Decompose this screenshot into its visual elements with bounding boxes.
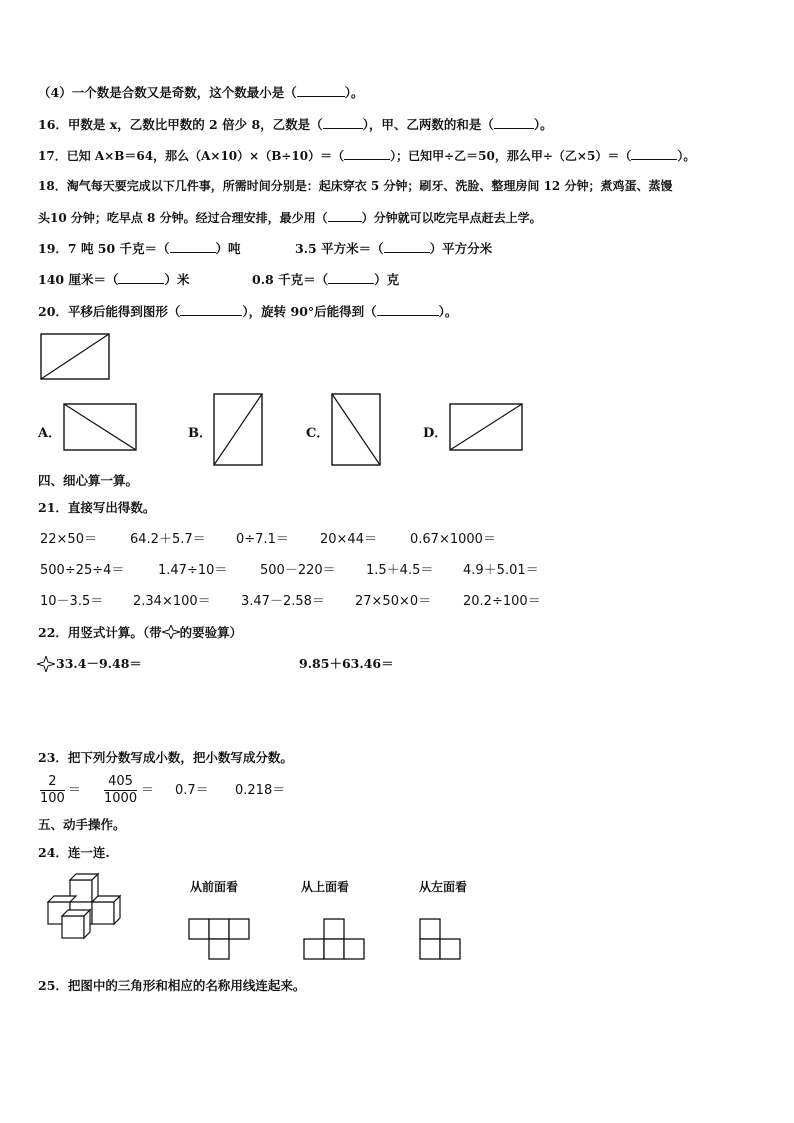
q19-blank-b[interactable] xyxy=(384,240,430,253)
option-d-label[interactable]: D． xyxy=(423,426,448,441)
q21-item: 22×50＝ xyxy=(40,532,97,547)
q18-line1: 18．淘气每天要完成以下几件事，所需时间分别是：起床穿衣 5 分钟；刷牙、洗脸、整理房间 12 分钟；煮鸡蛋、蒸馒 xyxy=(38,179,673,193)
fraction-1: $\frac{2}{100}$ xyxy=(40,774,65,806)
q21-item: 1.5＋4.5＝ xyxy=(366,563,434,578)
q17-text: 17．已知 A×B＝64，那么（A×10）×（B÷10）＝（ xyxy=(38,149,345,163)
q16-line: 16．甲数是 x，乙数比甲数的 2 倍少 8，乙数是（ ），甲、乙两数的和是（ ）。 xyxy=(38,117,553,132)
top-view-label: 从上面看 xyxy=(301,880,350,894)
q21-item: 4.9＋5.01＝ xyxy=(463,563,539,578)
q21-item: 27×50×0＝ xyxy=(355,594,432,609)
top-view-figure[interactable] xyxy=(303,918,367,964)
front-view-label: 从前面看 xyxy=(190,880,239,894)
option-c-figure[interactable] xyxy=(331,393,383,467)
q17-blank-2[interactable] xyxy=(631,147,677,160)
q15-4-text: （4）一个数是合数又是奇数，这个数最小是（ xyxy=(38,85,297,100)
q20-blank-1[interactable] xyxy=(180,303,242,316)
q23-decimal-2: 0.218＝ xyxy=(235,783,286,798)
q16-blank-1[interactable] xyxy=(323,116,363,129)
q19-blank-c[interactable] xyxy=(118,271,164,284)
left-view-label: 从左面看 xyxy=(419,880,468,894)
q20-blank-2[interactable] xyxy=(377,303,439,316)
q22-title: 22．用竖式计算。（带 的要验算） xyxy=(38,625,243,640)
q19-blank-a[interactable] xyxy=(170,240,216,253)
q19-blank-d[interactable] xyxy=(328,271,374,284)
q16-blank-2[interactable] xyxy=(494,116,534,129)
q24-title: 24．连一连. xyxy=(38,845,110,860)
option-a-figure[interactable] xyxy=(63,403,139,453)
q18-blank[interactable] xyxy=(328,209,362,222)
q22-b: 9.85＋63.46＝ xyxy=(299,656,394,671)
q20-original-figure xyxy=(40,333,112,381)
q21-item: 500－220＝ xyxy=(260,563,336,578)
q20-line: 20．平移后能得到图形（ ），旋转 90°后能得到（ ）。 xyxy=(38,304,458,319)
q21-item: 0.67×1000＝ xyxy=(410,532,496,547)
fraction-2: $\frac{405}{1000}$ xyxy=(104,774,138,806)
q16-text: 16．甲数是 x，乙数比甲数的 2 倍少 8，乙数是（ xyxy=(38,117,323,132)
section-5-heading: 五、动手操作。 xyxy=(38,817,126,832)
q21-item: 3.47－2.58＝ xyxy=(241,594,325,609)
q17-blank-1[interactable] xyxy=(344,147,390,160)
q18-line2: 头10 分钟；吃早点 8 分钟。经过合理安排，最少用（ ）分钟就可以吃完早点赶去上学。 xyxy=(38,211,542,225)
q19-a: 19．7 吨 50 千克＝（ ）吨 xyxy=(38,241,241,256)
q19-d: 0.8 千克＝（ ）克 xyxy=(252,272,400,287)
q21-item: 20×44＝ xyxy=(320,532,377,547)
q21-item: 1.47÷10＝ xyxy=(158,563,228,578)
q17-line: 17．已知 A×B＝64，那么（A×10）×（B÷10）＝（ ）；已知甲÷乙＝50，那么甲÷（乙×5）＝（ ）。 xyxy=(38,149,696,163)
equals-sign: ＝ xyxy=(68,783,82,798)
cube-stack-figure[interactable] xyxy=(40,872,136,944)
star-icon xyxy=(37,656,55,672)
option-c-label[interactable]: C． xyxy=(306,426,330,441)
q15-4-blank[interactable] xyxy=(297,84,345,97)
equals-sign: ＝ xyxy=(141,783,155,798)
option-b-label[interactable]: B． xyxy=(188,426,212,441)
star-icon xyxy=(162,625,180,639)
q23-decimal-1: 0.7＝ xyxy=(175,783,209,798)
q21-item: 0÷7.1＝ xyxy=(236,532,289,547)
left-view-figure[interactable] xyxy=(419,918,465,964)
option-b-figure[interactable] xyxy=(213,393,265,467)
front-view-figure[interactable] xyxy=(188,918,252,964)
q21-item: 20.2÷100＝ xyxy=(463,594,541,609)
q19-c: 140 厘米＝（ ）米 xyxy=(38,272,190,287)
q21-item: 2.34×100＝ xyxy=(133,594,211,609)
q19-b: 3.5 平方米＝（ ）平方分米 xyxy=(295,241,493,256)
option-a-label[interactable]: A． xyxy=(38,426,62,441)
q21-item: 10－3.5＝ xyxy=(40,594,104,609)
q15-4-line: （4）一个数是合数又是奇数，这个数最小是（ ）。 xyxy=(38,85,364,100)
q21-item: 500÷25÷4＝ xyxy=(40,563,125,578)
section-4-heading: 四、细心算一算。 xyxy=(38,473,139,488)
q21-title: 21．直接写出得数。 xyxy=(38,500,156,515)
q23-title: 23．把下列分数写成小数，把小数写成分数。 xyxy=(38,750,293,765)
q22-a: 33.4－9.48＝ xyxy=(56,656,142,671)
option-d-figure[interactable] xyxy=(449,403,525,453)
q25-title: 25．把图中的三角形和相应的名称用线连起来。 xyxy=(38,978,306,993)
q21-item: 64.2＋5.7＝ xyxy=(130,532,206,547)
